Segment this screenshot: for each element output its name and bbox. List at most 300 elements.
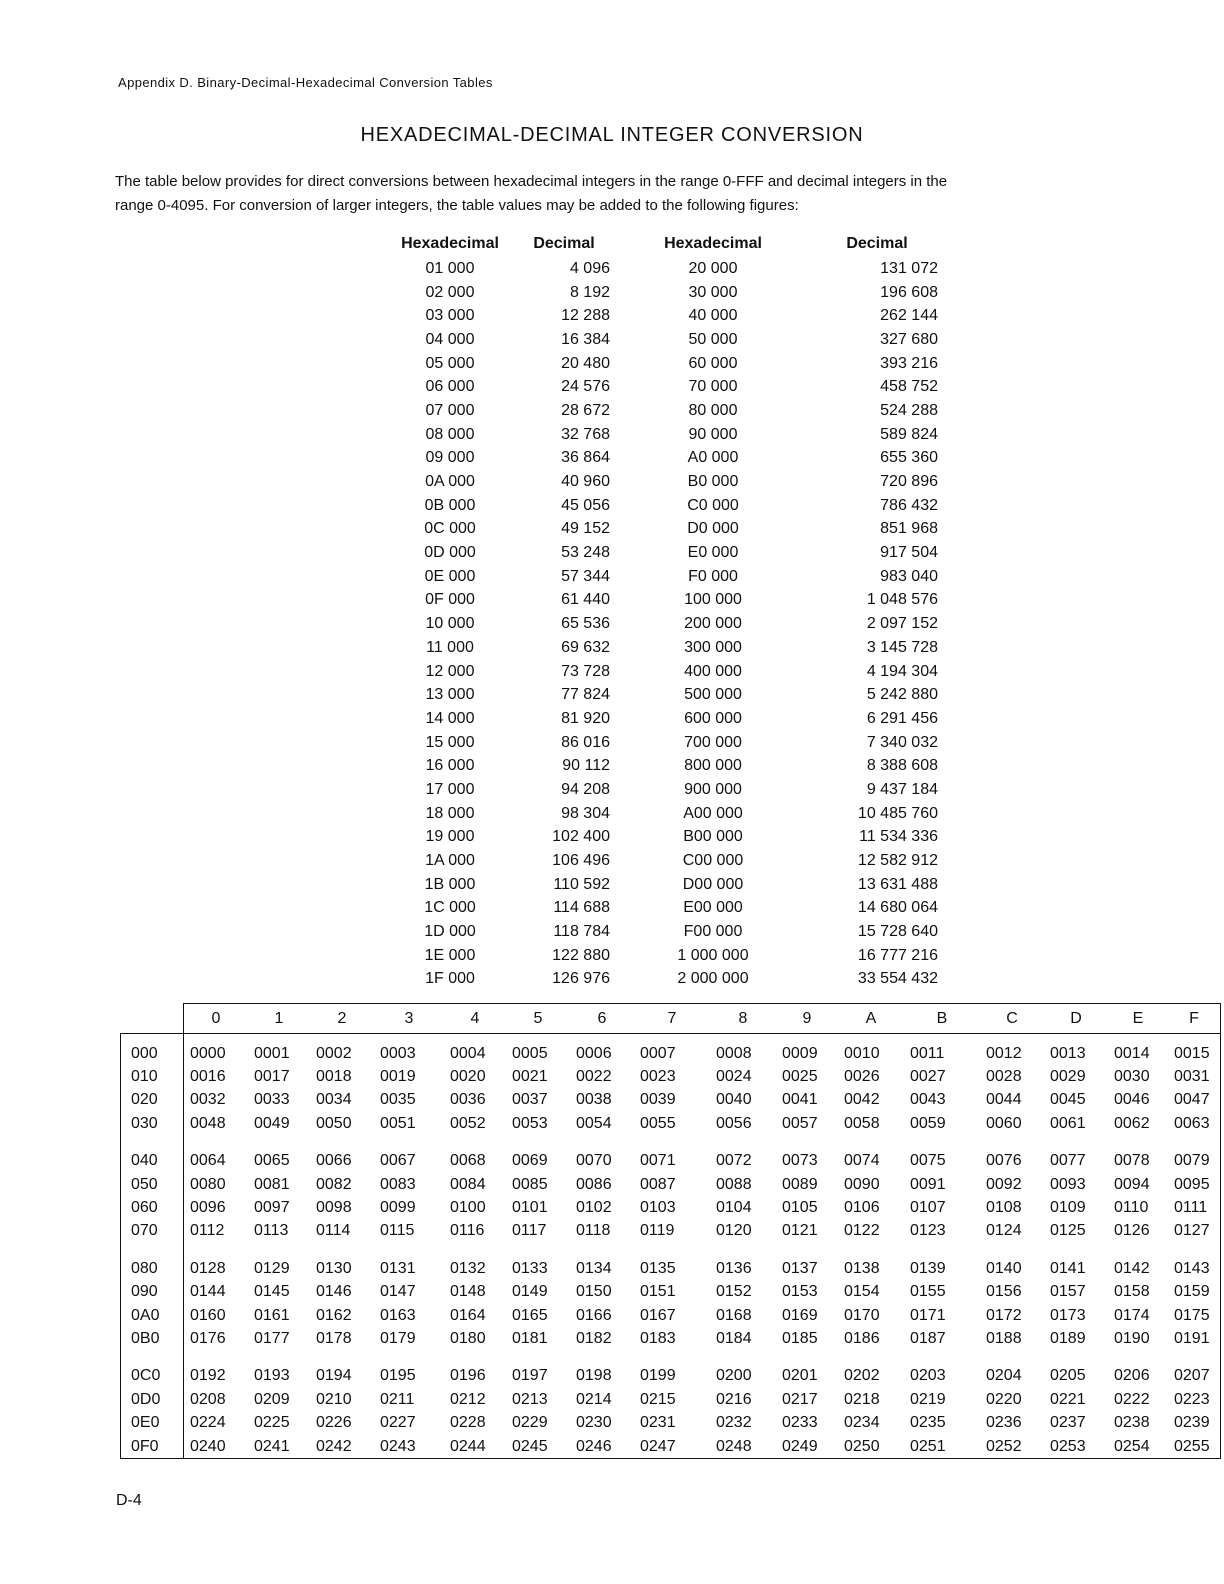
- grid-cell: 0248: [710, 1435, 776, 1459]
- grid-cell: 0068: [450, 1152, 486, 1170]
- grid-cell: 0059: [910, 1114, 946, 1132]
- grid-row: [121, 1388, 1221, 1411]
- grid-cell: 0235: [910, 1414, 946, 1432]
- hex-value: 0B 000: [424, 496, 476, 514]
- decimal-value: 57 344: [561, 567, 610, 585]
- hex-value: 1B 000: [424, 875, 476, 893]
- grid-column-header: 8: [710, 1004, 776, 1034]
- large-integer-row: [390, 257, 946, 281]
- decimal-value: 7 340 032: [866, 733, 938, 751]
- grid-cell: 0048: [190, 1114, 226, 1132]
- grid-cell: 0210: [316, 1390, 352, 1408]
- grid-cell: 0213: [512, 1390, 548, 1408]
- grid-cell: 0118: [576, 1222, 611, 1240]
- grid-cell: 0008: [716, 1044, 752, 1062]
- grid-cell: 0220: [986, 1390, 1022, 1408]
- grid-cell: 0203: [910, 1367, 946, 1385]
- grid-cell: 0039: [640, 1091, 676, 1109]
- grid-cell: 0180: [450, 1329, 486, 1347]
- grid-row: [121, 1136, 1221, 1173]
- grid-cell: 0236: [986, 1414, 1022, 1432]
- hex-value: 50 000: [688, 330, 738, 348]
- grid-cell: 0229: [512, 1414, 548, 1432]
- grid-cell: 0231: [640, 1414, 676, 1432]
- grid-cell: 0064: [190, 1152, 226, 1170]
- hex-value: 08 000: [425, 425, 475, 443]
- grid-cell: 0077: [1050, 1152, 1086, 1170]
- grid-cell: 0247: [634, 1435, 710, 1459]
- grid-cell: 0202: [844, 1367, 880, 1385]
- grid-column-header: 4: [444, 1004, 506, 1034]
- grid-row: [121, 1243, 1221, 1280]
- grid-cell: 0237: [1050, 1414, 1086, 1432]
- grid-row: [121, 1281, 1221, 1304]
- grid-column-header: C: [980, 1004, 1044, 1034]
- hex-value: D00 000: [682, 875, 744, 893]
- grid-row-label: 050: [121, 1173, 184, 1196]
- grid-row-label: 020: [121, 1089, 184, 1112]
- hex-value: 90 000: [688, 425, 738, 443]
- decimal-value: 20 480: [561, 354, 610, 372]
- hex-value: 0F 000: [425, 591, 475, 609]
- grid-cell: 0177: [254, 1329, 290, 1347]
- hex-value: 13 000: [425, 686, 475, 704]
- grid-cell: 0113: [254, 1222, 289, 1240]
- decimal-value: 393 216: [880, 354, 938, 372]
- grid-cell: 0143: [1168, 1243, 1221, 1280]
- grid-cell: 0249: [776, 1435, 838, 1459]
- grid-cell: 0166: [576, 1306, 612, 1324]
- grid-cell: 0198: [576, 1367, 612, 1385]
- grid-cell: 0049: [254, 1114, 290, 1132]
- grid-cell: 0060: [986, 1114, 1022, 1132]
- large-integer-row: [390, 541, 946, 565]
- grid-cell: 0000: [190, 1044, 226, 1062]
- decimal-value: 86 016: [561, 733, 610, 751]
- grid-cell: 0149: [512, 1283, 548, 1301]
- grid-cell: 0227: [380, 1414, 416, 1432]
- grid-cell: 0112: [190, 1222, 225, 1240]
- grid-cell: 0216: [716, 1390, 752, 1408]
- grid-cell: 0181: [512, 1329, 548, 1347]
- grid-cell: 0027: [910, 1068, 946, 1086]
- grid-cell: 0013: [1050, 1044, 1086, 1062]
- hex-value: 0C 000: [424, 520, 476, 538]
- hex-value: D0 000: [687, 520, 739, 538]
- large-integer-row: [390, 660, 946, 684]
- decimal-value: 16 384: [561, 330, 610, 348]
- large-integer-row: [390, 849, 946, 873]
- grid-cell: 0007: [640, 1044, 676, 1062]
- grid-cell: 0026: [844, 1068, 880, 1086]
- hex-value: 70 000: [688, 378, 738, 396]
- grid-row-label: 0A0: [121, 1304, 184, 1327]
- decimal-value: 110 592: [553, 875, 610, 893]
- hex-value: 600 000: [684, 709, 742, 727]
- grid-cell: 0207: [1168, 1351, 1221, 1388]
- hex-value: 12 000: [425, 662, 475, 680]
- grid-cell: 0001: [254, 1044, 290, 1062]
- grid-cell: 0075: [910, 1152, 946, 1170]
- grid-cell: 0179: [380, 1329, 416, 1347]
- decimal-value: 49 152: [561, 520, 610, 538]
- grid-row-label: 040: [121, 1136, 184, 1173]
- grid-cell: 0193: [254, 1367, 290, 1385]
- hex-value: F0 000: [688, 567, 738, 585]
- hex-value: 01 000: [425, 259, 475, 277]
- grid-cell: 0125: [1050, 1222, 1086, 1240]
- grid-row-label: 060: [121, 1196, 184, 1219]
- grid-cell: 0182: [576, 1329, 612, 1347]
- grid-column-header: 5: [506, 1004, 570, 1034]
- hex-value: 07 000: [425, 401, 475, 419]
- hex-value: B0 000: [687, 473, 739, 491]
- decimal-value: 106 496: [552, 852, 610, 870]
- hex-value: 40 000: [688, 307, 738, 325]
- grid-cell: 0127: [1168, 1220, 1221, 1243]
- decimal-value: 14 680 064: [857, 899, 938, 917]
- hex-value: 900 000: [684, 780, 742, 798]
- grid-row: [121, 1220, 1221, 1243]
- grid-cell: 0012: [986, 1044, 1022, 1062]
- grid-cell: 0063: [1168, 1112, 1221, 1135]
- hex-value: 0D 000: [424, 544, 476, 562]
- grid-cell: 0147: [380, 1283, 416, 1301]
- grid-cell: 0069: [512, 1152, 548, 1170]
- grid-row: [121, 1089, 1221, 1112]
- grid-cell: 0042: [844, 1091, 880, 1109]
- grid-cell: 0111: [1168, 1196, 1221, 1219]
- grid-cell: 0186: [844, 1329, 880, 1347]
- grid-cell: 0010: [844, 1044, 880, 1062]
- grid-cell: 0201: [782, 1367, 818, 1385]
- hex-value: E00 000: [683, 899, 743, 917]
- grid-cell: 0209: [254, 1390, 290, 1408]
- grid-column-header: F: [1168, 1004, 1221, 1034]
- grid-cell: 0252: [980, 1435, 1044, 1459]
- grid-cell: 0223: [1168, 1388, 1221, 1411]
- grid-cell: 0032: [190, 1091, 226, 1109]
- grid-cell: 0066: [316, 1152, 352, 1170]
- hex-value: 02 000: [425, 283, 475, 301]
- decimal-value: 2 097 152: [866, 615, 938, 633]
- intro-paragraph: [115, 170, 1115, 218]
- hex-value: 80 000: [688, 401, 738, 419]
- grid-cell: 0159: [1168, 1281, 1221, 1304]
- grid-cell: 0074: [844, 1152, 880, 1170]
- grid-cell: 0095: [1168, 1173, 1221, 1196]
- grid-cell: 0035: [380, 1091, 416, 1109]
- decimal-value: 61 440: [561, 591, 610, 609]
- large-integer-row: [390, 968, 946, 992]
- hex-value: 0E 000: [424, 567, 476, 585]
- grid-row-label: 070: [121, 1220, 184, 1243]
- decimal-value: 114 688: [553, 899, 610, 917]
- grid-cell: 0222: [1114, 1390, 1150, 1408]
- grid-cell: 0146: [316, 1283, 352, 1301]
- grid-cell: 0194: [316, 1367, 352, 1385]
- grid-cell: 0009: [782, 1044, 818, 1062]
- grid-cell: 0036: [450, 1091, 486, 1109]
- grid-cell: 0138: [844, 1259, 880, 1277]
- grid-cell: 0157: [1050, 1283, 1086, 1301]
- grid-corner: [121, 1004, 184, 1034]
- grid-cell: 0214: [576, 1390, 612, 1408]
- grid-cell: 0079: [1168, 1136, 1221, 1173]
- grid-cell: 0254: [1108, 1435, 1168, 1459]
- grid-cell: 0085: [512, 1175, 548, 1193]
- grid-cell: 0174: [1114, 1306, 1150, 1324]
- decimal-value: 32 768: [561, 425, 610, 443]
- grid-cell: 0150: [576, 1283, 612, 1301]
- grid-cell: 0014: [1114, 1044, 1150, 1062]
- grid-cell: 0148: [450, 1283, 486, 1301]
- grid-cell: 0002: [316, 1044, 352, 1062]
- decimal-value: 327 680: [880, 330, 938, 348]
- grid-cell: 0021: [512, 1068, 548, 1086]
- grid-cell: 0080: [190, 1175, 226, 1193]
- hex-value: 1A 000: [425, 852, 475, 870]
- large-integer-header-row: [390, 231, 946, 257]
- decimal-value: 983 040: [880, 567, 938, 585]
- grid-cell: 0200: [716, 1367, 752, 1385]
- large-integer-row: [390, 494, 946, 518]
- grid-cell: 0165: [512, 1306, 548, 1324]
- grid-cell: 0126: [1114, 1222, 1150, 1240]
- grid-cell: 0092: [986, 1175, 1022, 1193]
- grid-cell: 0190: [1114, 1329, 1150, 1347]
- grid-column-header: B: [904, 1004, 980, 1034]
- large-integer-row: [390, 470, 946, 494]
- grid-column-header: 6: [570, 1004, 634, 1034]
- grid-cell: 0109: [1050, 1199, 1086, 1217]
- grid-cell: 0056: [716, 1114, 752, 1132]
- decimal-value: 15 728 640: [857, 923, 938, 941]
- grid-cell: 0238: [1114, 1414, 1150, 1432]
- grid-cell: 0204: [986, 1367, 1022, 1385]
- hex-value: 03 000: [425, 307, 475, 325]
- grid-cell: 0164: [450, 1306, 486, 1324]
- decimal-value: 102 400: [552, 828, 610, 846]
- decimal-value: 73 728: [561, 662, 610, 680]
- grid-cell: 0067: [380, 1152, 416, 1170]
- grid-cell: 0037: [512, 1091, 548, 1109]
- grid-cell: 0134: [576, 1259, 612, 1277]
- grid-cell: 0154: [844, 1283, 880, 1301]
- grid-cell: 0073: [782, 1152, 818, 1170]
- grid-cell: 0242: [310, 1435, 374, 1459]
- grid-cell: 0168: [716, 1306, 752, 1324]
- hex-value: 16 000: [425, 757, 475, 775]
- large-integer-row: [390, 754, 946, 778]
- decimal-value: 65 536: [561, 615, 610, 633]
- decimal-value: 33 554 432: [857, 970, 938, 988]
- grid-cell: 0004: [450, 1044, 486, 1062]
- grid-cell: 0101: [512, 1199, 548, 1217]
- hex-value: A0 000: [687, 449, 739, 467]
- grid-cell: 0043: [910, 1091, 946, 1109]
- decimal-value: 94 208: [561, 780, 610, 798]
- large-integer-row: [390, 518, 946, 542]
- hex-value: 1C 000: [424, 899, 476, 917]
- grid-cell: 0142: [1114, 1259, 1150, 1277]
- grid-cell: 0055: [640, 1114, 676, 1132]
- grid-cell: 0153: [782, 1283, 818, 1301]
- grid-cell: 0050: [316, 1114, 352, 1132]
- large-integer-row: [390, 328, 946, 352]
- grid-cell: 0045: [1050, 1091, 1086, 1109]
- large-integer-row: [390, 778, 946, 802]
- grid-cell: 0199: [640, 1367, 676, 1385]
- decimal-value: 786 432: [880, 496, 938, 514]
- grid-cell: 0244: [444, 1435, 506, 1459]
- hex-value: 500 000: [684, 686, 742, 704]
- decimal-value: 40 960: [561, 473, 610, 491]
- grid-cell: 0208: [190, 1390, 226, 1408]
- grid-cell: 0019: [380, 1068, 416, 1086]
- decimal-value: 851 968: [880, 520, 938, 538]
- grid-column-header-row: [121, 1004, 1221, 1034]
- grid-body: [121, 1034, 1221, 1459]
- decimal-value: 24 576: [561, 378, 610, 396]
- grid-cell: 0132: [450, 1259, 486, 1277]
- grid-cell: 0020: [450, 1068, 486, 1086]
- decimal-value: 720 896: [880, 473, 938, 491]
- decimal-value: 10 485 760: [857, 804, 938, 822]
- decimal-value: 4 194 304: [866, 662, 938, 680]
- grid-cell: 0135: [640, 1259, 676, 1277]
- grid-cell: 0144: [190, 1283, 226, 1301]
- hex-value: 04 000: [425, 330, 475, 348]
- large-integer-row: [390, 683, 946, 707]
- grid-cell: 0044: [986, 1091, 1022, 1109]
- hex-value: 15 000: [425, 733, 475, 751]
- grid-cell: 0137: [782, 1259, 818, 1277]
- hex-value: 10 000: [425, 615, 475, 633]
- grid-cell: 0094: [1114, 1175, 1150, 1193]
- grid-cell: 0097: [254, 1199, 290, 1217]
- hex-value: 0A 000: [425, 473, 475, 491]
- grid-column-header: 7: [634, 1004, 710, 1034]
- grid-cell: 0189: [1050, 1329, 1086, 1347]
- grid-cell: 0031: [1168, 1065, 1221, 1088]
- grid-cell: 0175: [1168, 1304, 1221, 1327]
- grid-cell: 0221: [1050, 1390, 1086, 1408]
- grid-cell: 0103: [640, 1199, 676, 1217]
- grid-row: [121, 1173, 1221, 1196]
- grid-cell: 0011: [910, 1044, 945, 1062]
- grid-cell: 0246: [570, 1435, 634, 1459]
- large-integer-row: [390, 304, 946, 328]
- large-integer-row: [390, 636, 946, 660]
- grid-cell: 0212: [450, 1390, 486, 1408]
- hex-value: 700 000: [684, 733, 742, 751]
- grid-cell: 0117: [512, 1222, 547, 1240]
- grid-cell: 0145: [254, 1283, 290, 1301]
- grid-column-header: D: [1044, 1004, 1108, 1034]
- grid-cell: 0090: [844, 1175, 880, 1193]
- hex-value: 18 000: [425, 804, 475, 822]
- hex-value: 1 000 000: [677, 946, 749, 964]
- grid-cell: 0121: [782, 1222, 818, 1240]
- decimal-value: 122 880: [552, 946, 610, 964]
- grid-cell: 0192: [190, 1367, 226, 1385]
- decimal-value: 262 144: [880, 307, 938, 325]
- hex-value: 06 000: [425, 378, 475, 396]
- grid-cell: 0104: [716, 1199, 752, 1217]
- decimal-value: 655 360: [880, 449, 938, 467]
- grid-cell: 0123: [910, 1222, 946, 1240]
- page-number: D-4: [116, 1492, 142, 1509]
- decimal-value: 12 288: [561, 307, 610, 325]
- hex-value: 200 000: [684, 615, 742, 633]
- grid-cell: 0081: [254, 1175, 290, 1193]
- decimal-value: 11 534 336: [859, 828, 938, 846]
- grid-cell: 0102: [576, 1199, 612, 1217]
- grid-row: [121, 1411, 1221, 1434]
- large-integer-row: [390, 399, 946, 423]
- grid-cell: 0084: [450, 1175, 486, 1193]
- grid-cell: 0241: [248, 1435, 310, 1459]
- hex-value: 100 000: [684, 591, 742, 609]
- grid-cell: 0017: [254, 1068, 290, 1086]
- grid-cell: 0155: [910, 1283, 946, 1301]
- grid-cell: 0173: [1050, 1306, 1086, 1324]
- grid-cell: 0187: [910, 1329, 946, 1347]
- grid-cell: 0234: [844, 1414, 880, 1432]
- hex-value: A00 000: [683, 804, 743, 822]
- grid-cell: 0110: [1114, 1199, 1149, 1217]
- hex-value: F00 000: [683, 923, 743, 941]
- grid-column-header: 0: [184, 1004, 249, 1034]
- page-title: HEXADECIMAL-DECIMAL INTEGER CONVERSION: [360, 124, 864, 146]
- grid-cell: 0115: [380, 1222, 415, 1240]
- grid-cell: 0211: [380, 1390, 415, 1408]
- grid-cell: 0106: [844, 1199, 880, 1217]
- grid-cell: 0178: [316, 1329, 352, 1347]
- large-integer-row: [390, 589, 946, 613]
- grid-cell: 0218: [844, 1390, 880, 1408]
- decimal-value: 90 112: [562, 757, 610, 775]
- decimal-value: 53 248: [561, 544, 610, 562]
- hex-value: 11 000: [426, 638, 474, 656]
- hex-value: 1D 000: [424, 923, 476, 941]
- decimal-value: 3 145 728: [866, 638, 938, 656]
- hex-value: 14 000: [425, 709, 475, 727]
- large-integer-row: [390, 612, 946, 636]
- grid-cell: 0136: [716, 1259, 752, 1277]
- hex-value: C0 000: [687, 496, 739, 514]
- grid-cell: 0015: [1168, 1034, 1221, 1066]
- grid-cell: 0162: [316, 1306, 352, 1324]
- grid-cell: 0105: [782, 1199, 818, 1217]
- decimal-value: 118 784: [553, 923, 610, 941]
- grid-column-header: 9: [776, 1004, 838, 1034]
- grid-cell: 0054: [576, 1114, 612, 1132]
- grid-cell: 0025: [782, 1068, 818, 1086]
- grid-cell: 0078: [1114, 1152, 1150, 1170]
- large-integer-body: [390, 257, 946, 991]
- grid-column-header: A: [838, 1004, 904, 1034]
- grid-cell: 0024: [716, 1068, 752, 1086]
- decimal-value: 81 920: [561, 709, 610, 727]
- grid-cell: 0250: [838, 1435, 904, 1459]
- grid-cell: 0114: [316, 1222, 351, 1240]
- grid-cell: 0053: [512, 1114, 548, 1132]
- grid-cell: 0057: [782, 1114, 818, 1132]
- grid-cell: 0255: [1168, 1435, 1221, 1459]
- decimal-value: 28 672: [561, 401, 610, 419]
